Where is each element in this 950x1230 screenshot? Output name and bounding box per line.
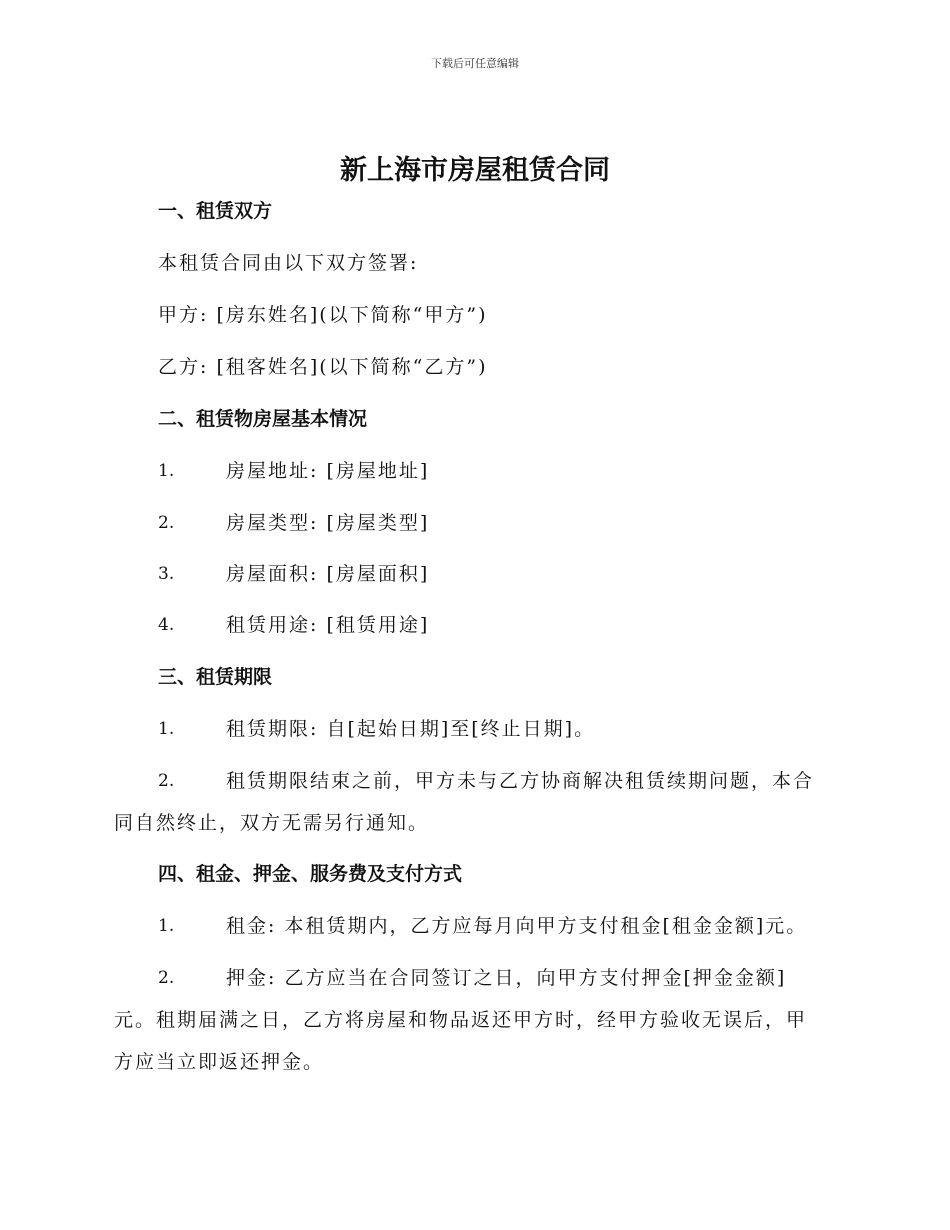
list-number: 1. [158,719,175,739]
list-text: 房屋地址: [房屋地址] [226,460,430,482]
list-number: 2. [158,771,175,791]
list-number: 1. [158,916,175,936]
list-text-continued: 同自然终止，双方无需另行通知。 [114,812,430,834]
list-number: 1. [158,461,175,481]
list-text: 房屋类型: [房屋类型] [226,512,430,534]
party-b-line: 乙方: [租客姓名](以下简称“乙方”) [158,356,488,378]
document-title: 新上海市房屋租赁合同 [340,155,610,186]
list-text: 租赁用途: [租赁用途] [226,614,430,636]
list-text: 租赁期限: 自[起始日期]至[终止日期]。 [226,718,596,740]
list-number: 2. [158,513,175,533]
list-text: 租金: 本租赁期内，乙方应每月向甲方支付租金[租金金额]元。 [226,915,808,937]
list-number: 4. [158,615,175,635]
section-heading-rent: 四、租金、押金、服务费及支付方式 [158,863,463,885]
section-heading-parties: 一、租赁双方 [158,200,273,222]
header-note: 下载后可任意编辑 [431,57,519,70]
list-text: 租赁期限结束之前，甲方未与乙方协商解决租赁续期问题，本合 [226,770,815,792]
party-a-line: 甲方: [房东姓名](以下简称“甲方”) [158,304,488,326]
section-heading-term: 三、租赁期限 [158,666,273,688]
section-heading-property: 二、租赁物房屋基本情况 [158,408,368,430]
list-text-continued: 元。租期届满之日，乙方将房屋和物品返还甲方时，经甲方验收无误后，甲 [114,1009,808,1031]
list-text: 房屋面积: [房屋面积] [226,563,430,585]
list-text-continued: 方应当立即返还押金。 [114,1051,325,1073]
list-number: 2. [158,968,175,988]
list-text: 押金: 乙方应当在合同签订之日，向甲方支付押金[押金金额] [226,967,787,989]
parties-intro: 本租赁合同由以下双方签署: [158,252,419,274]
list-number: 3. [158,564,175,584]
